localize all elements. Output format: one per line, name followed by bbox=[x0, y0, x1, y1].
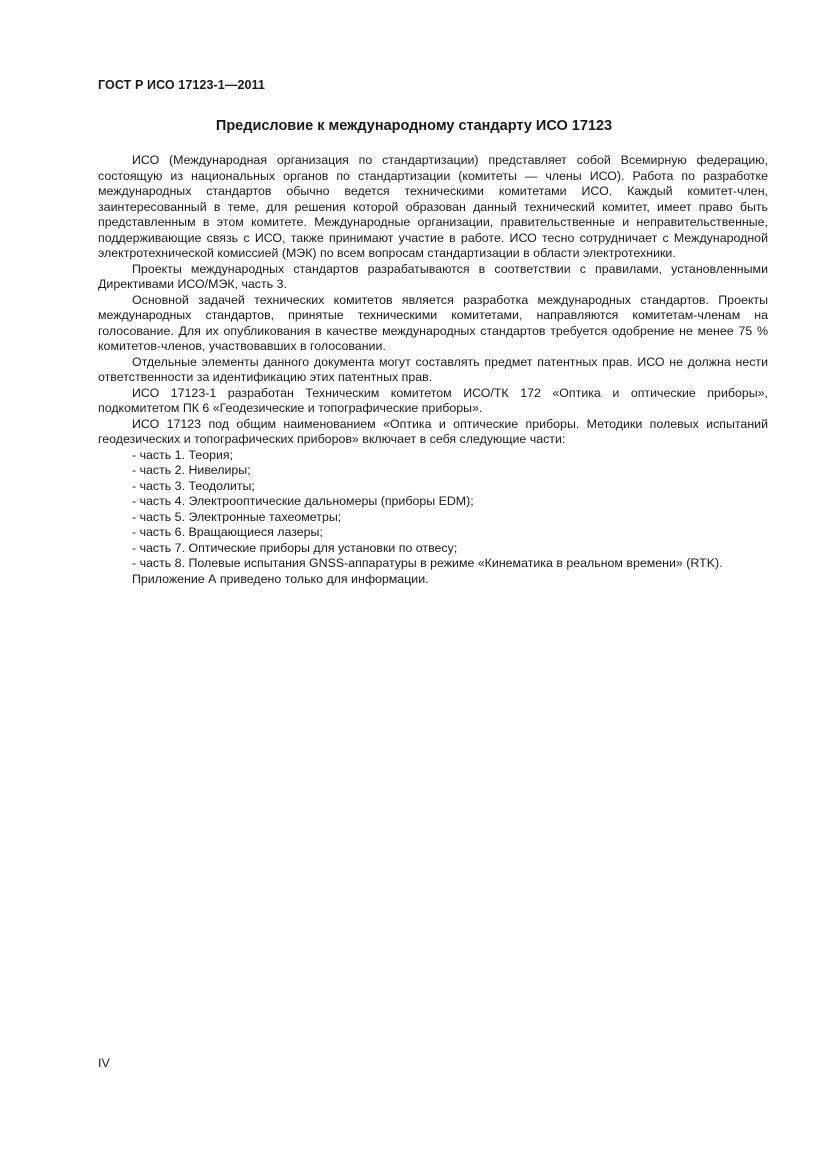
paragraph-developed-by: ИСО 17123-1 разработан Техническим комитетом ИСО/ТК 172 «Оптика и оптические приборы», подкомитетом ПК 6 «Геодезические и топографические приборы». bbox=[98, 385, 768, 415]
list-item: - часть 1. Теория; bbox=[132, 447, 234, 462]
page-number: IV bbox=[98, 1056, 110, 1070]
foreword-body bbox=[98, 153, 768, 587]
list-item: - часть 2. Нивелиры; bbox=[132, 463, 251, 477]
parts-list bbox=[98, 448, 768, 572]
list-item: - часть 7. Оптические приборы для установки по отвесу; bbox=[132, 540, 458, 555]
list-item: - часть 3. Теодолиты; bbox=[132, 478, 255, 493]
paragraph-patents: Отдельные элементы данного документа могут составлять предмет патентных прав. ИСО не должна нести ответственности за идентификацию этих патентных прав. bbox=[98, 354, 768, 384]
paragraph-iso-intro: ИСО (Международная организация по стандартизации) представляет собой Всемирную федерацию, состоящую из национальных органов по стандартизации (комитеты — члены ИСО). Работа по разработке международных стандартов обычно ведется техническими комитетами ИСО. Каждый комитет-член, заинтересованный в теме, для решения которой образован данный технический комитет, имеет право быть представленным в этом комитете. Международные организации, правительственные и неправительственные, поддерживающие связь с ИСО, также принимают участие в работе. ИСО тесно сотрудничает с Международной электротехнической комиссией (МЭК) по всем вопросам стандартизации в области электротехники. bbox=[98, 153, 768, 260]
paragraph-parts-intro: ИСО 17123 под общим наименованием «Оптика и оптические приборы. Методики полевых испытаний геодезических и топографических приборов» включает в себя следующие части: bbox=[98, 416, 768, 446]
list-item: - часть 6. Вращающиеся лазеры; bbox=[132, 525, 323, 539]
page-title: Предисловие к международному стандарту ИСО 17123 bbox=[215, 118, 613, 134]
paragraph-drafts: Проекты международных стандартов разрабатываются в соответствии с правилами, установленными Директивами ИСО/МЭК, часть 3. bbox=[98, 261, 768, 291]
list-item: - часть 4. Электрооптические дальномеры (приборы EDM); bbox=[132, 494, 474, 508]
paragraph-committees: Основной задачей технических комитетов является разработка международных стандартов. Проекты международных стандартов, принятые техническими комитетами, направляются комитетам-членам на голосование. Для их опубликования в качестве международных стандартов требуется одобрение не менее 75 % комитетов-членов, участвовавших в голосовании. bbox=[98, 292, 768, 353]
list-item: - часть 8. Полевые испытания GNSS-аппаратуры в режиме «Кинематика в реальном времени» (RTK). bbox=[132, 556, 723, 570]
document-code: ГОСТ Р ИСО 17123-1—2011 bbox=[98, 78, 265, 92]
list-item: - часть 5. Электронные тахеометры; bbox=[132, 509, 342, 524]
paragraph-annex-note: Приложение А приведено только для информации. bbox=[132, 571, 429, 586]
